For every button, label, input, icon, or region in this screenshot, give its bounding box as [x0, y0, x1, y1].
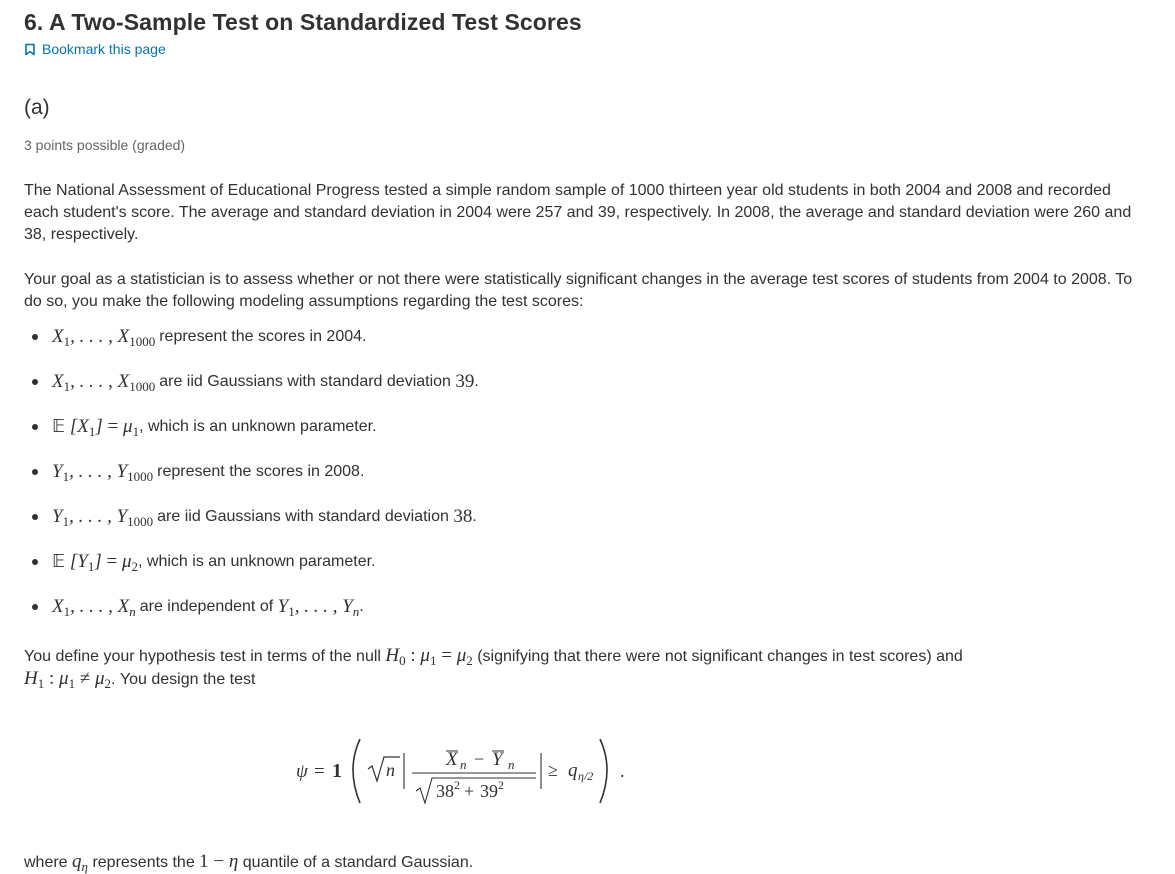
bullet-end: .: [474, 373, 479, 390]
bullet-end: .: [472, 508, 477, 525]
list-item: [24, 416, 1144, 461]
bullet-text: represent the scores in 2008.: [157, 463, 365, 480]
math-expression: 𝔼 $[X_1] = \mu_1$: [52, 416, 140, 439]
quantile-level: 1 − η: [199, 851, 239, 872]
svg-text:q: q: [568, 760, 578, 781]
list-item: [24, 551, 1144, 596]
math-expression: $X_1$, . . . , $X_{1000}$: [52, 326, 156, 349]
quantile-text-a: where: [24, 854, 68, 871]
svg-text:1: 1: [332, 760, 342, 782]
quantile-symbol: $q_\eta$: [72, 851, 88, 874]
svg-text:X: X: [446, 749, 458, 770]
svg-text:38: 38: [436, 781, 454, 801]
bullet-text: are iid Gaussians with standard deviation: [159, 373, 451, 390]
test-formula: [24, 729, 1144, 809]
math-expression: 𝔼 $[Y_1] = \mu_2$: [52, 551, 139, 574]
bullet-text: , which is an unknown parameter.: [139, 418, 377, 435]
paragraph-goal: Your goal as a statistician is to assess whether or not there were statistically significant changes in the average test scores of students from 2004 to 2008. To do so, you make the following modeling assumptions regarding the test scores:: [24, 271, 1133, 310]
math-expression: $X_1$, . . . , $X_n$: [52, 596, 136, 619]
hypothesis-text-c: . You design the test: [111, 671, 256, 688]
svg-text:=: =: [314, 761, 325, 782]
list-item: [24, 371, 1144, 416]
svg-text:n: n: [460, 757, 467, 772]
bookmark-icon: [24, 43, 36, 56]
bullet-text: are iid Gaussians with standard deviation: [157, 508, 449, 525]
math-value: 38: [453, 506, 473, 527]
math-expression: $Y_1$, . . . , $Y_n$: [277, 596, 360, 619]
list-item: [24, 506, 1144, 551]
alt-hypothesis: $H_1$ : $\mu_1 \ne \mu_2$: [24, 668, 112, 691]
bullet-text: represent the scores in 2004.: [159, 328, 367, 345]
points-possible: 3 points possible (graded): [24, 137, 186, 153]
svg-text:ψ: ψ: [296, 761, 308, 782]
list-item: [24, 596, 1144, 641]
part-label: (a): [24, 96, 50, 119]
math-value: 39: [455, 371, 475, 392]
svg-text:−: −: [474, 749, 485, 769]
paragraph-hypothesis: [24, 645, 1144, 691]
math-expression: $Y_1$, . . . , $Y_{1000}$: [52, 461, 154, 484]
svg-text:n: n: [386, 760, 395, 780]
svg-text:n: n: [508, 757, 515, 772]
svg-text:η/2: η/2: [578, 769, 594, 783]
svg-text:39: 39: [480, 781, 498, 801]
null-hypothesis: $H_0$ : $\mu_1 = \mu_2$: [385, 645, 473, 668]
hypothesis-text-b: (signifying that there were not significant changes in test scores) and: [477, 648, 963, 665]
hypothesis-text-a: You define your hypothesis test in terms of the null: [24, 648, 381, 665]
svg-text:2: 2: [454, 778, 460, 792]
list-item: [24, 326, 1144, 371]
bullet-text: , which is an unknown parameter.: [138, 553, 376, 570]
bullet-end: .: [359, 598, 364, 615]
svg-text:.: .: [620, 761, 625, 781]
assumption-list: [24, 326, 1144, 641]
svg-text:2: 2: [498, 778, 504, 792]
svg-text:+: +: [464, 781, 475, 801]
paragraph-quantile: [24, 851, 1144, 874]
bullet-text: are independent of: [139, 598, 274, 615]
svg-text:≥: ≥: [548, 760, 558, 780]
bookmark-link[interactable]: [24, 41, 166, 57]
bookmark-label: Bookmark this page: [42, 41, 166, 57]
math-expression: $Y_1$, . . . , $Y_{1000}$: [52, 506, 154, 529]
page-title: 6. A Two-Sample Test on Standardized Test Scores: [24, 9, 582, 35]
paragraph-intro: The National Assessment of Educational Progress tested a simple random sample of 1000 thirteen year old students in both 2004 and 2008 and recorded each student's score. The average and standard deviation in 2004 were 257 and 39, respectively. In 2008, the average and standard deviation were 260 and 38, respectively.: [24, 182, 1132, 243]
svg-text:Y: Y: [492, 749, 503, 770]
list-item: [24, 461, 1144, 506]
quantile-text-c: quantile of a standard Gaussian.: [242, 854, 474, 871]
quantile-text-b: represents the: [92, 854, 195, 871]
math-expression: $X_1$, . . . , $X_{1000}$: [52, 371, 156, 394]
